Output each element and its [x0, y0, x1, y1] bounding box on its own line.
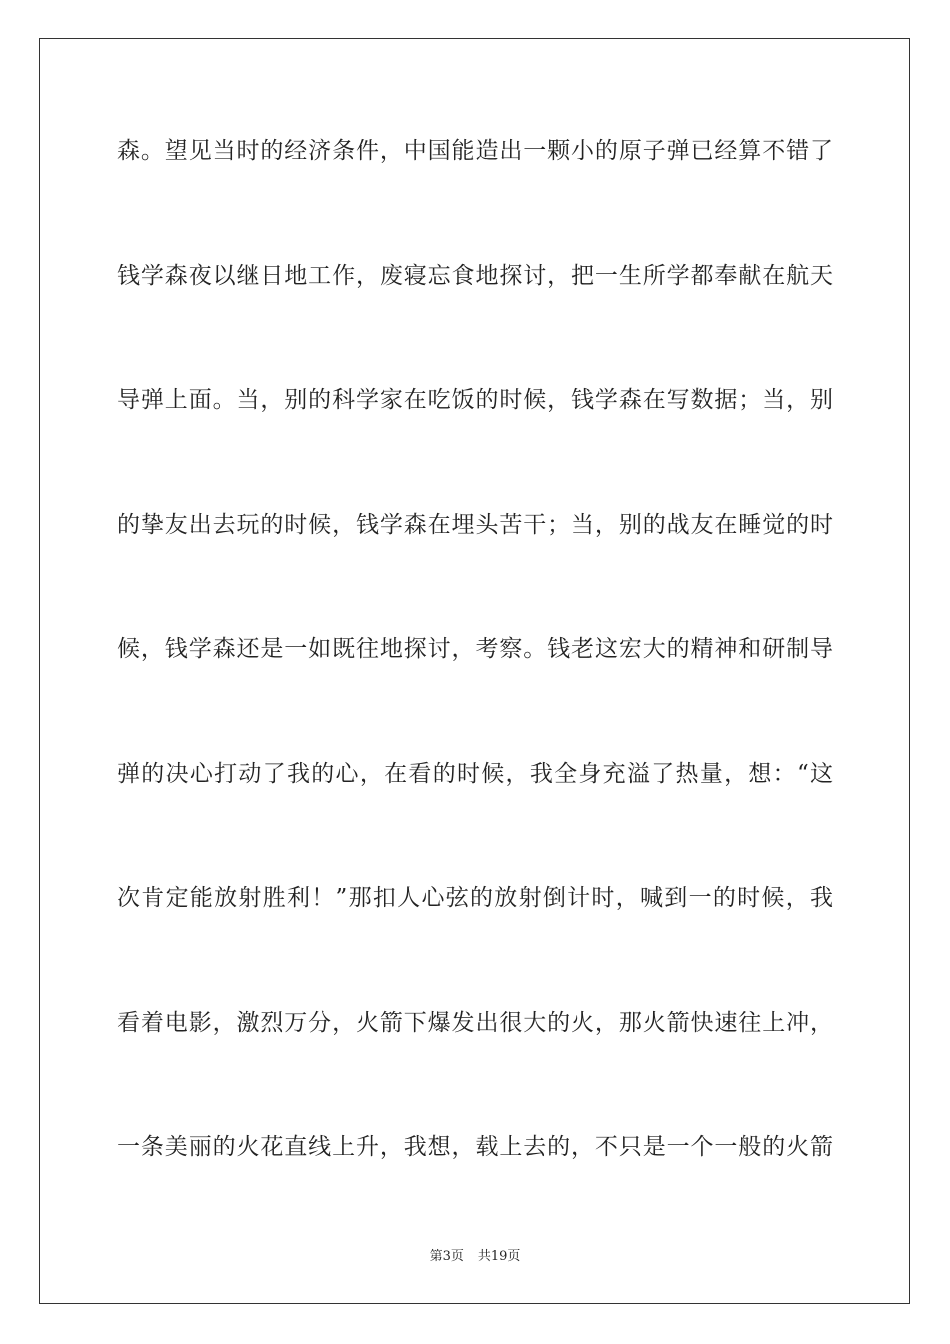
- text-line-2: 钱学森夜以继日地工作，废寝忘食地探讨，把一生所学都奉献在航天: [117, 263, 833, 289]
- text-line-4: 的挚友出去玩的时候，钱学森在埋头苦干；当，别的战友在睡觉的时: [117, 512, 833, 538]
- page-total: 共19页: [477, 1249, 521, 1264]
- page-footer: [0, 1245, 950, 1264]
- text-line-5: 候，钱学森还是一如既往地探讨，考察。钱老这宏大的精神和研制导: [117, 636, 833, 662]
- text-line-8: 看着电影，激烈万分，火箭下爆发出很大的火，那火箭快速往上冲，: [117, 1010, 833, 1036]
- text-line-3: 导弹上面。当，别的科学家在吃饭的时候，钱学森在写数据；当，别: [117, 387, 833, 413]
- page-border: [39, 38, 910, 1304]
- text-line-6: 弹的决心打动了我的心，在看的时候，我全身充溢了热量，想：“这: [117, 761, 833, 787]
- page-number: 第3页: [429, 1249, 464, 1264]
- text-line-9: 一条美丽的火花直线上升，我想，载上去的，不只是一个一般的火箭: [117, 1134, 833, 1160]
- text-line-7: 次肯定能放射胜利！”那扣人心弦的放射倒计时，喊到一的时候，我: [117, 885, 833, 911]
- text-line-1: 森。望见当时的经济条件，中国能造出一颗小的原子弹已经算不错了: [117, 138, 833, 164]
